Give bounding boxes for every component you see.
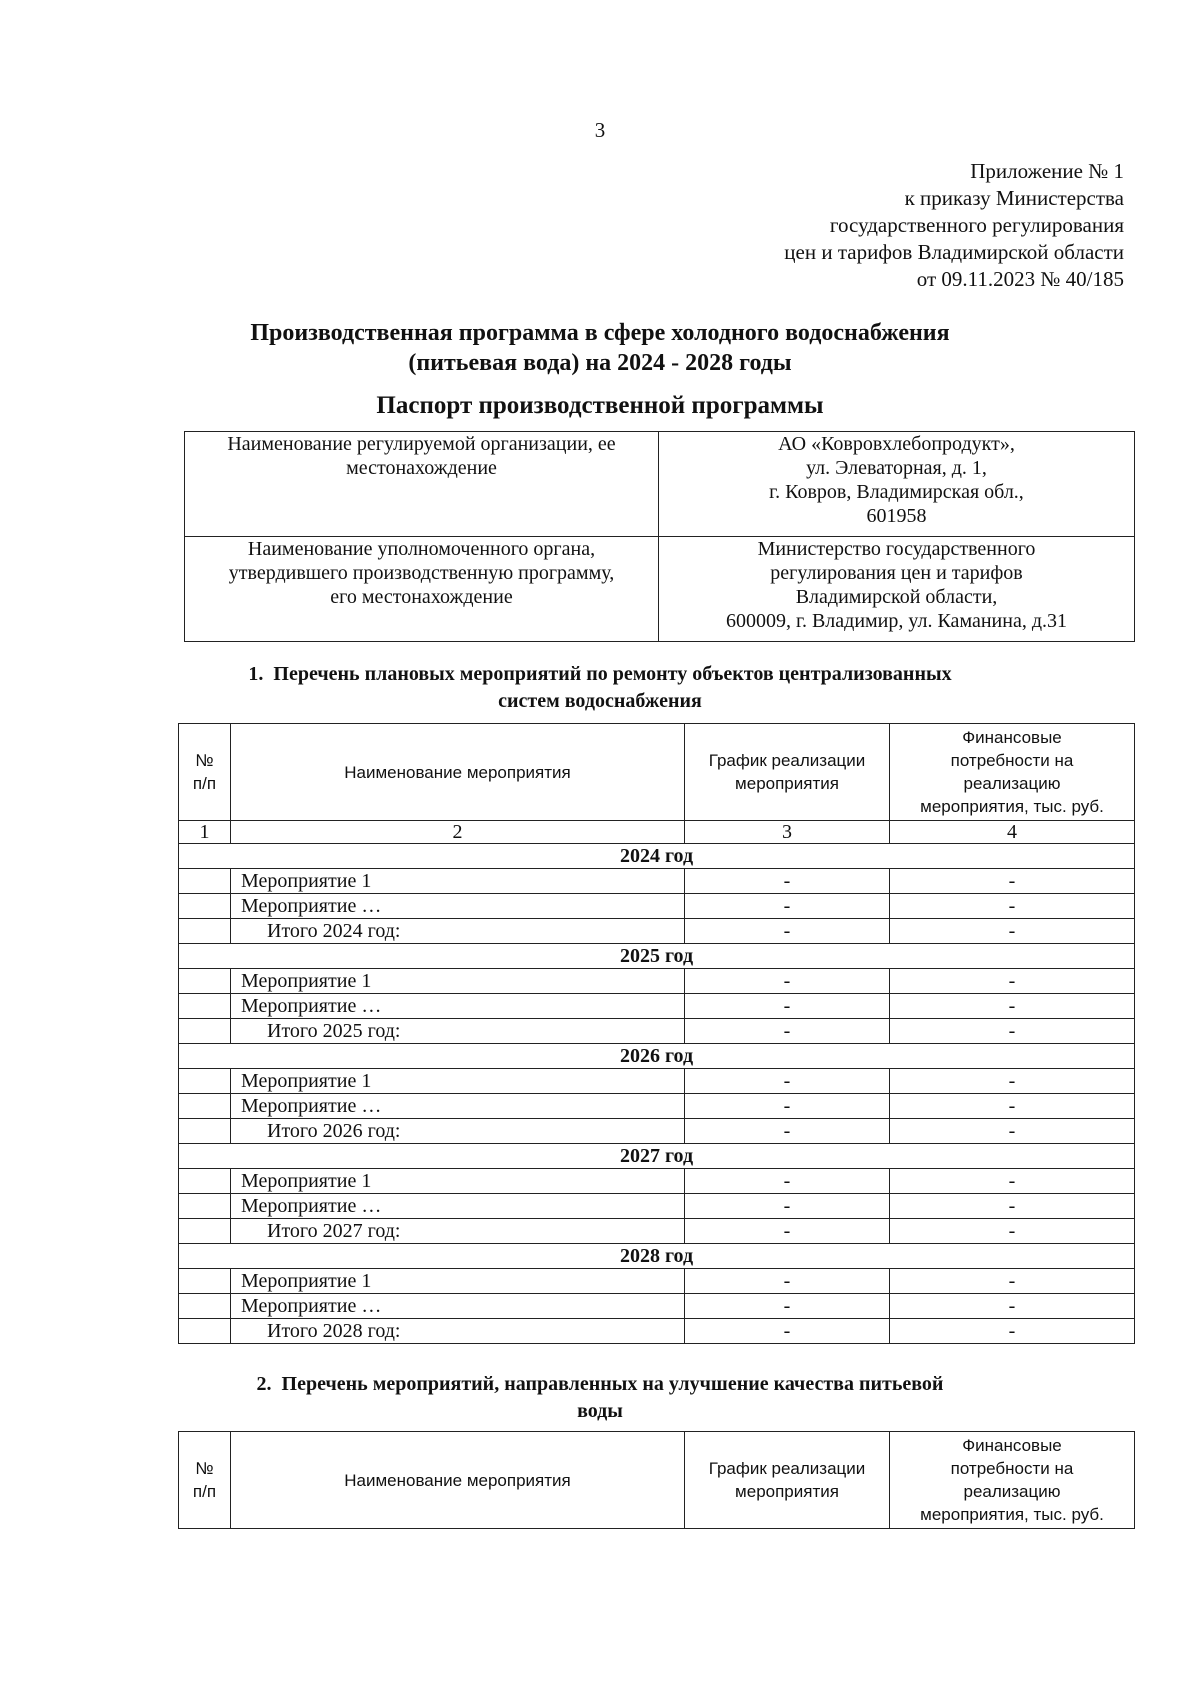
schedule-cell: - xyxy=(685,1169,890,1194)
header-line: Финансовые xyxy=(962,728,1062,747)
section-title-line: систем водоснабжения xyxy=(498,690,702,712)
finance-cell: - xyxy=(890,1294,1135,1319)
schedule-cell: - xyxy=(685,1319,890,1344)
table-row xyxy=(179,1094,1135,1119)
table-row xyxy=(179,969,1135,994)
table-header-row xyxy=(179,724,1135,821)
column-number: 3 xyxy=(685,821,890,844)
section-number: 1. xyxy=(248,663,264,685)
measure-name-cell: Мероприятие 1 xyxy=(231,869,685,894)
table-row xyxy=(179,894,1135,919)
year-label: 2027 год xyxy=(179,1144,1135,1169)
table-row xyxy=(179,1119,1135,1144)
row-number-cell xyxy=(179,1019,231,1044)
finance-cell: - xyxy=(890,1119,1135,1144)
section-2-title xyxy=(0,1371,1200,1425)
finance-cell: - xyxy=(890,919,1135,944)
table-row xyxy=(179,1019,1135,1044)
measure-name-cell: Мероприятие 1 xyxy=(231,969,685,994)
table-row xyxy=(179,994,1135,1019)
passport-value-line: Министерство государственного xyxy=(757,538,1036,560)
section-title-text: Перечень плановых мероприятий по ремонту объектов централизованных xyxy=(273,663,952,685)
passport-label-line: его местонахождение xyxy=(330,586,513,608)
schedule-cell: - xyxy=(685,1219,890,1244)
passport-label-cell xyxy=(185,537,659,642)
table-row xyxy=(179,1294,1135,1319)
measure-name-cell: Мероприятие … xyxy=(231,994,685,1019)
appendix-line: к приказу Министерства xyxy=(904,186,1124,210)
header-line: № xyxy=(195,1459,214,1478)
schedule-cell: - xyxy=(685,969,890,994)
header-line: п/п xyxy=(192,1482,217,1501)
header-schedule xyxy=(685,724,890,821)
finance-cell: - xyxy=(890,1169,1135,1194)
header-line: График реализации xyxy=(708,751,866,770)
schedule-cell: - xyxy=(685,919,890,944)
repair-measures-table xyxy=(178,723,1135,1344)
header-line: реализацию xyxy=(963,1482,1061,1501)
schedule-cell: - xyxy=(685,1069,890,1094)
header-line: реализацию xyxy=(963,774,1061,793)
header-name: Наименование мероприятия xyxy=(231,1432,685,1529)
appendix-line: Приложение № 1 xyxy=(970,159,1124,183)
header-line: потребности на xyxy=(950,1459,1074,1478)
passport-value-line: регулирования цен и тарифов xyxy=(770,562,1023,584)
year-label: 2024 год xyxy=(179,844,1135,869)
schedule-cell: - xyxy=(685,1294,890,1319)
row-number-cell xyxy=(179,894,231,919)
schedule-cell: - xyxy=(685,1194,890,1219)
year-label: 2028 год xyxy=(179,1244,1135,1269)
total-name-cell: Итого 2028 год: xyxy=(231,1319,685,1344)
row-number-cell xyxy=(179,1194,231,1219)
row-number-cell xyxy=(179,869,231,894)
page-number: 3 xyxy=(594,118,606,142)
header-line: мероприятия, тыс. руб. xyxy=(920,797,1104,816)
section-title-line xyxy=(0,661,1200,688)
passport-row xyxy=(185,432,1135,537)
total-name-cell: Итого 2027 год: xyxy=(231,1219,685,1244)
row-number-cell xyxy=(179,1294,231,1319)
section-title-text: Перечень мероприятий, направленных на улучшение качества питьевой xyxy=(281,1373,944,1395)
schedule-cell: - xyxy=(685,1094,890,1119)
finance-cell: - xyxy=(890,1219,1135,1244)
passport-value-line: 600009, г. Владимир, ул. Каманина, д.31 xyxy=(726,610,1067,632)
passport-value-line: 601958 xyxy=(866,505,927,527)
repair-measures-body xyxy=(179,724,1135,1344)
table-row xyxy=(179,1319,1135,1344)
row-number-cell xyxy=(179,1219,231,1244)
row-number-cell xyxy=(179,1319,231,1344)
schedule-cell: - xyxy=(685,869,890,894)
finance-cell: - xyxy=(890,1069,1135,1094)
row-number-cell xyxy=(179,1169,231,1194)
table-row xyxy=(179,1169,1135,1194)
finance-cell: - xyxy=(890,1269,1135,1294)
header-name: Наименование мероприятия xyxy=(231,724,685,821)
finance-cell: - xyxy=(890,1019,1135,1044)
header-line: Финансовые xyxy=(962,1436,1062,1455)
section-1-title xyxy=(0,661,1200,715)
year-group-row xyxy=(179,844,1135,869)
header-line: мероприятия, тыс. руб. xyxy=(920,1505,1104,1524)
header-line: мероприятия xyxy=(735,774,839,793)
header-finance xyxy=(890,724,1135,821)
header-num xyxy=(179,1432,231,1529)
passport-label-line: Наименование уполномоченного органа, xyxy=(247,538,596,560)
table-row xyxy=(179,869,1135,894)
measure-name-cell: Мероприятие 1 xyxy=(231,1069,685,1094)
passport-value-line: АО «Ковровхлебопродукт», xyxy=(778,433,1015,455)
section-title-line xyxy=(0,1371,1200,1398)
passport-value-cell xyxy=(659,432,1135,537)
section-title-line: воды xyxy=(577,1400,623,1422)
header-schedule xyxy=(685,1432,890,1529)
total-name-cell: Итого 2024 год: xyxy=(231,919,685,944)
row-number-cell xyxy=(179,969,231,994)
table-row xyxy=(179,1069,1135,1094)
schedule-cell: - xyxy=(685,1269,890,1294)
measure-name-cell: Мероприятие … xyxy=(231,894,685,919)
passport-value-line: г. Ковров, Владимирская обл., xyxy=(769,481,1024,503)
finance-cell: - xyxy=(890,1194,1135,1219)
year-group-row xyxy=(179,1144,1135,1169)
measure-name-cell: Мероприятие 1 xyxy=(231,1269,685,1294)
year-label: 2025 год xyxy=(179,944,1135,969)
passport-row xyxy=(185,537,1135,642)
row-number-cell xyxy=(179,1069,231,1094)
measure-name-cell: Мероприятие 1 xyxy=(231,1169,685,1194)
appendix-line: от 09.11.2023 № 40/185 xyxy=(916,267,1124,291)
schedule-cell: - xyxy=(685,894,890,919)
document-title-line: Производственная программа в сфере холодного водоснабжения xyxy=(250,320,950,346)
header-finance xyxy=(890,1432,1135,1529)
year-group-row xyxy=(179,1244,1135,1269)
year-group-row xyxy=(179,944,1135,969)
header-num xyxy=(179,724,231,821)
finance-cell: - xyxy=(890,969,1135,994)
appendix-line: государственного регулирования xyxy=(829,213,1124,237)
appendix-block xyxy=(784,158,1124,293)
total-name-cell: Итого 2025 год: xyxy=(231,1019,685,1044)
row-number-cell xyxy=(179,1119,231,1144)
row-number-cell xyxy=(179,1269,231,1294)
table-header-row xyxy=(179,1432,1135,1529)
year-group-row xyxy=(179,1044,1135,1069)
header-line: п/п xyxy=(192,774,217,793)
column-number-row xyxy=(179,821,1135,844)
header-line: мероприятия xyxy=(735,1482,839,1501)
passport-value-line: ул. Элеваторная, д. 1, xyxy=(806,457,987,479)
table-row xyxy=(179,1219,1135,1244)
passport-value-line: Владимирской области, xyxy=(795,586,998,608)
passport-table xyxy=(184,431,1135,642)
finance-cell: - xyxy=(890,994,1135,1019)
schedule-cell: - xyxy=(685,1119,890,1144)
passport-label-line: местонахождение xyxy=(346,457,497,479)
quality-measures-table xyxy=(178,1431,1135,1529)
appendix-line: цен и тарифов Владимирской области xyxy=(784,240,1124,264)
section-number: 2. xyxy=(256,1373,272,1395)
passport-label-cell xyxy=(185,432,659,537)
header-line: № xyxy=(195,751,214,770)
table-row xyxy=(179,919,1135,944)
row-number-cell xyxy=(179,994,231,1019)
finance-cell: - xyxy=(890,894,1135,919)
table-row xyxy=(179,1269,1135,1294)
passport-label-line: Наименование регулируемой организации, ее xyxy=(227,433,616,455)
passport-title: Паспорт производственной программы xyxy=(376,392,824,419)
column-number: 2 xyxy=(231,821,685,844)
measure-name-cell: Мероприятие … xyxy=(231,1294,685,1319)
finance-cell: - xyxy=(890,1094,1135,1119)
passport-label-line: утвердившего производственную программу, xyxy=(228,562,615,584)
total-name-cell: Итого 2026 год: xyxy=(231,1119,685,1144)
finance-cell: - xyxy=(890,1319,1135,1344)
measure-name-cell: Мероприятие … xyxy=(231,1094,685,1119)
column-number: 4 xyxy=(890,821,1135,844)
header-line: График реализации xyxy=(708,1459,866,1478)
schedule-cell: - xyxy=(685,994,890,1019)
document-title xyxy=(0,318,1200,378)
header-line: потребности на xyxy=(950,751,1074,770)
finance-cell: - xyxy=(890,869,1135,894)
table-row xyxy=(179,1194,1135,1219)
measure-name-cell: Мероприятие … xyxy=(231,1194,685,1219)
column-number: 1 xyxy=(179,821,231,844)
row-number-cell xyxy=(179,1094,231,1119)
schedule-cell: - xyxy=(685,1019,890,1044)
year-label: 2026 год xyxy=(179,1044,1135,1069)
row-number-cell xyxy=(179,919,231,944)
document-title-line: (питьевая вода) на 2024 - 2028 годы xyxy=(408,350,792,376)
passport-value-cell xyxy=(659,537,1135,642)
